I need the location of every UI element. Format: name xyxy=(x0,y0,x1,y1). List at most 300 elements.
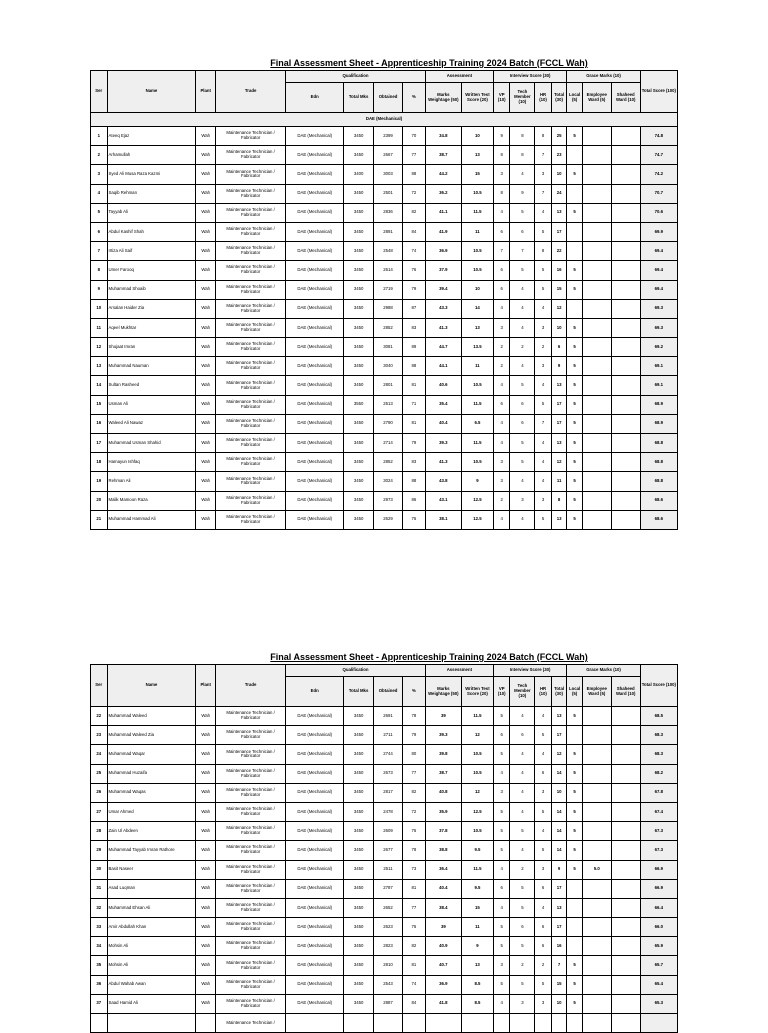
obtained-cell: 2652 xyxy=(374,898,403,917)
name-cell: Arhamullah xyxy=(107,146,196,165)
tech-cell: 7 xyxy=(510,242,535,261)
header-name: Name xyxy=(107,71,196,113)
plant-cell: Wah xyxy=(196,357,216,376)
employee-ward-cell xyxy=(582,261,611,280)
shaheed-ward-cell xyxy=(611,242,640,261)
interview-total-cell: 7 xyxy=(551,956,567,975)
employee-ward-cell xyxy=(582,203,611,222)
tech-cell: 8 xyxy=(510,146,535,165)
header-local: Local (5) xyxy=(567,83,582,113)
trade-cell: Maintenance Technician / Fabricator xyxy=(216,472,286,491)
local-cell xyxy=(567,879,582,898)
edn-cell: DAE (Mechanical) xyxy=(286,395,344,414)
tech-cell: 5 xyxy=(510,453,535,472)
ser-cell: 31 xyxy=(91,879,108,898)
table-body-1 xyxy=(91,113,678,530)
plant-cell: Wah xyxy=(196,841,216,860)
vp-cell: 8 xyxy=(493,184,510,203)
trade-cell: Maintenance Technician / Fabricator xyxy=(216,956,286,975)
employee-ward-cell xyxy=(582,764,611,783)
shaheed-ward-cell xyxy=(611,491,640,510)
obtained-cell: 2548 xyxy=(374,242,403,261)
interview-total-cell: 15 xyxy=(551,975,567,994)
ser-cell: 37 xyxy=(91,994,108,1013)
employee-ward-cell xyxy=(582,841,611,860)
total-score-cell: 66.9 xyxy=(640,879,677,898)
marks-weightage-cell: 40.6 xyxy=(425,376,461,395)
interview-total-cell: 13 xyxy=(551,434,567,453)
total-mks-cell: 3450 xyxy=(344,898,374,917)
total-mks-cell: 3450 xyxy=(344,994,374,1013)
local-cell: 5 xyxy=(567,975,582,994)
total-score-cell: 65.7 xyxy=(640,956,677,975)
employee-ward-cell xyxy=(582,357,611,376)
table-row xyxy=(91,918,678,937)
pct-cell: 78 xyxy=(403,841,426,860)
tech-cell: 4 xyxy=(510,802,535,821)
name-cell: Muhammad Nauman xyxy=(107,357,196,376)
interview-total-cell: 16 xyxy=(551,937,567,956)
vp-cell: 6 xyxy=(493,280,510,299)
local-cell: 5 xyxy=(567,280,582,299)
plant-cell: Wah xyxy=(196,318,216,337)
edn-cell: DAE (Mechanical) xyxy=(286,822,344,841)
hr-cell xyxy=(535,1014,552,1033)
total-score-cell: 68.9 xyxy=(640,414,677,433)
local-cell xyxy=(567,299,582,318)
name-cell: Mohsin Ali xyxy=(107,956,196,975)
header-qualification: Qualification xyxy=(286,71,425,83)
obtained-cell: 2711 xyxy=(374,726,403,745)
marks-weightage-cell: 38.7 xyxy=(425,146,461,165)
assessment-table xyxy=(90,70,678,530)
plant-cell: Wah xyxy=(196,898,216,917)
local-cell xyxy=(567,184,582,203)
pct-cell: 84 xyxy=(403,222,426,241)
hr-cell: 5 xyxy=(535,975,552,994)
local-cell: 5 xyxy=(567,860,582,879)
plant-cell: Wah xyxy=(196,165,216,184)
local-cell: 5 xyxy=(567,434,582,453)
marks-weightage-cell: 43.8 xyxy=(425,472,461,491)
total-mks-cell: 3450 xyxy=(344,975,374,994)
local-cell: 5 xyxy=(567,318,582,337)
pct-cell: 74 xyxy=(403,242,426,261)
edn-cell: DAE (Mechanical) xyxy=(286,956,344,975)
trade-cell: Maintenance Technician / Fabricator xyxy=(216,318,286,337)
edn-cell: DAE (Mechanical) xyxy=(286,937,344,956)
table-row xyxy=(91,745,678,764)
name-cell: Umer Farooq xyxy=(107,261,196,280)
hr-cell: 4 xyxy=(535,434,552,453)
vp-cell: 2 xyxy=(493,491,510,510)
interview-total-cell: 14 xyxy=(551,822,567,841)
obtained-cell: 2623 xyxy=(374,918,403,937)
name-cell: Tayyab Ali xyxy=(107,203,196,222)
interview-total-cell: 12 xyxy=(551,745,567,764)
trade-cell: Maintenance Technician / Fabricator xyxy=(216,860,286,879)
edn-cell: DAE (Mechanical) xyxy=(286,472,344,491)
local-cell: 5 xyxy=(567,414,582,433)
ser-cell: 18 xyxy=(91,453,108,472)
employee-ward-cell xyxy=(582,299,611,318)
edn-cell: DAE (Mechanical) xyxy=(286,165,344,184)
marks-weightage-cell: 38.8 xyxy=(425,841,461,860)
pct-cell: 83 xyxy=(403,453,426,472)
total-mks-cell: 3450 xyxy=(344,783,374,802)
marks-weightage-cell: 41.9 xyxy=(425,222,461,241)
vp-cell: 3 xyxy=(493,956,510,975)
header-vp: VP (10) xyxy=(493,677,510,707)
edn-cell: DAE (Mechanical) xyxy=(286,242,344,261)
local-cell xyxy=(567,146,582,165)
shaheed-ward-cell xyxy=(611,280,640,299)
edn-cell: DAE (Mechanical) xyxy=(286,184,344,203)
obtained-cell: 2790 xyxy=(374,414,403,433)
vp-cell: 3 xyxy=(493,472,510,491)
total-score-cell: 67.3 xyxy=(640,822,677,841)
trade-cell: Maintenance Technician / Fabricator xyxy=(216,707,286,726)
edn-cell: DAE (Mechanical) xyxy=(286,318,344,337)
obtained-cell: 2787 xyxy=(374,879,403,898)
marks-weightage-cell: 35.9 xyxy=(425,802,461,821)
header-edn: Edn xyxy=(286,677,344,707)
name-cell: Muhammad Ehsan Ali xyxy=(107,898,196,917)
hr-cell: 2 xyxy=(535,956,552,975)
edn-cell: DAE (Mechanical) xyxy=(286,280,344,299)
header-total-score: Total Score (100) xyxy=(640,665,677,707)
hr-cell: 2 xyxy=(535,338,552,357)
name-cell: Arsalan Haider Zia xyxy=(107,299,196,318)
tech-cell: 4 xyxy=(510,472,535,491)
vp-cell: 6 xyxy=(493,261,510,280)
total-score-cell xyxy=(640,1014,677,1033)
marks-weightage-cell: 39.4 xyxy=(425,280,461,299)
table-row xyxy=(91,726,678,745)
name-cell: Muhammad Waleed xyxy=(107,707,196,726)
marks-weightage-cell: 43.1 xyxy=(425,491,461,510)
vp-cell: 5 xyxy=(493,841,510,860)
tech-cell: 6 xyxy=(510,222,535,241)
employee-ward-cell xyxy=(582,726,611,745)
trade-cell: Maintenance Technician / Fabricator xyxy=(216,338,286,357)
interview-total-cell: 11 xyxy=(551,472,567,491)
written-score-cell: 11.5 xyxy=(461,707,493,726)
interview-total-cell: 17 xyxy=(551,879,567,898)
shaheed-ward-cell xyxy=(611,203,640,222)
table-row xyxy=(91,975,678,994)
trade-cell: Maintenance Technician / xyxy=(216,1014,286,1033)
header-interview: Interview Score (30) xyxy=(493,71,566,83)
table-row xyxy=(91,357,678,376)
local-cell: 5 xyxy=(567,127,582,146)
table-row xyxy=(91,280,678,299)
employee-ward-cell xyxy=(582,338,611,357)
local-cell: 5 xyxy=(567,376,582,395)
total-score-cell: 67.4 xyxy=(640,802,677,821)
total-mks-cell: 3450 xyxy=(344,472,374,491)
written-score-cell: 14 xyxy=(461,299,493,318)
written-score-cell: 9 xyxy=(461,937,493,956)
employee-ward-cell xyxy=(582,242,611,261)
pct-cell: 83 xyxy=(403,318,426,337)
vp-cell: 5 xyxy=(493,975,510,994)
trade-cell: Maintenance Technician / Fabricator xyxy=(216,376,286,395)
interview-total-cell: 12 xyxy=(551,299,567,318)
pct-cell: 88 xyxy=(403,472,426,491)
local-cell: 5 xyxy=(567,764,582,783)
table-row xyxy=(91,299,678,318)
name-cell: Irtiza Ali Saif xyxy=(107,242,196,261)
tech-cell: 6 xyxy=(510,918,535,937)
trade-cell: Maintenance Technician / Fabricator xyxy=(216,510,286,529)
header-pct: % xyxy=(403,677,426,707)
trade-cell: Maintenance Technician / Fabricator xyxy=(216,898,286,917)
hr-cell: 4 xyxy=(535,898,552,917)
tech-cell: 5 xyxy=(510,898,535,917)
total-score-cell: 67.3 xyxy=(640,841,677,860)
employee-ward-cell xyxy=(582,937,611,956)
obtained-cell: 2513 xyxy=(374,395,403,414)
header-marks-weightage: Marks Weightage (50) xyxy=(425,677,461,707)
marks-weightage-cell: 41.3 xyxy=(425,318,461,337)
ser-cell: 12 xyxy=(91,338,108,357)
table-row xyxy=(91,184,678,203)
name-cell: Mohsin Ali xyxy=(107,937,196,956)
hr-cell: 7 xyxy=(535,146,552,165)
obtained-cell: 2823 xyxy=(374,937,403,956)
marks-weightage-cell: 40.7 xyxy=(425,956,461,975)
trade-cell: Maintenance Technician / Fabricator xyxy=(216,491,286,510)
employee-ward-cell xyxy=(582,956,611,975)
ser-cell: 1 xyxy=(91,127,108,146)
written-score-cell: 10 xyxy=(461,127,493,146)
hr-cell: 5 xyxy=(535,261,552,280)
table-row xyxy=(91,242,678,261)
hr-cell: 5 xyxy=(535,841,552,860)
tech-cell: 4 xyxy=(510,745,535,764)
marks-weightage-cell: 44.1 xyxy=(425,357,461,376)
interview-total-cell: 10 xyxy=(551,783,567,802)
total-mks-cell: 3450 xyxy=(344,261,374,280)
plant-cell: Wah xyxy=(196,338,216,357)
tech-cell: 3 xyxy=(510,491,535,510)
plant-cell: Wah xyxy=(196,376,216,395)
header-total-mks: Total Mks xyxy=(344,83,374,113)
plant-cell: Wah xyxy=(196,261,216,280)
interview-total-cell: 10 xyxy=(551,318,567,337)
ser-cell: 26 xyxy=(91,783,108,802)
marks-weightage-cell: 37.8 xyxy=(425,822,461,841)
hr-cell: 4 xyxy=(535,376,552,395)
shaheed-ward-cell xyxy=(611,764,640,783)
hr-cell: 5 xyxy=(535,726,552,745)
header-local: Local (5) xyxy=(567,677,582,707)
edn-cell: DAE (Mechanical) xyxy=(286,222,344,241)
pct-cell: 73 xyxy=(403,860,426,879)
total-mks-cell: 3450 xyxy=(344,491,374,510)
vp-cell: 3 xyxy=(493,783,510,802)
total-score-cell: 66.9 xyxy=(640,860,677,879)
edn-cell: DAE (Mechanical) xyxy=(286,764,344,783)
pct-cell: 82 xyxy=(403,937,426,956)
plant-cell: Wah xyxy=(196,975,216,994)
name-cell: Umar Ahmed xyxy=(107,802,196,821)
shaheed-ward-cell xyxy=(611,898,640,917)
edn-cell: DAE (Mechanical) xyxy=(286,453,344,472)
written-score-cell: 10.5 xyxy=(461,822,493,841)
header-written: Written Test Score (20) xyxy=(461,83,493,113)
written-score-cell: 12.5 xyxy=(461,491,493,510)
obtained-cell: 2852 xyxy=(374,318,403,337)
edn-cell: DAE (Mechanical) xyxy=(286,860,344,879)
tech-cell: 5 xyxy=(510,203,535,222)
written-score-cell: 6.5 xyxy=(461,414,493,433)
ser-cell: 2 xyxy=(91,146,108,165)
vp-cell: 7 xyxy=(493,242,510,261)
shaheed-ward-cell xyxy=(611,395,640,414)
table-row xyxy=(91,802,678,821)
employee-ward-cell xyxy=(582,510,611,529)
employee-ward-cell xyxy=(582,783,611,802)
vp-cell: 9 xyxy=(493,127,510,146)
vp-cell xyxy=(493,1014,510,1033)
local-cell: 5 xyxy=(567,261,582,280)
table-row xyxy=(91,956,678,975)
name-cell: Basit Naseer xyxy=(107,860,196,879)
local-cell xyxy=(567,726,582,745)
ser-cell: 10 xyxy=(91,299,108,318)
plant-cell: Wah xyxy=(196,802,216,821)
shaheed-ward-cell xyxy=(611,879,640,898)
local-cell xyxy=(567,222,582,241)
local-cell: 5 xyxy=(567,491,582,510)
employee-ward-cell xyxy=(582,318,611,337)
hr-cell: 4 xyxy=(535,453,552,472)
written-score-cell: 9.5 xyxy=(461,841,493,860)
ser-cell: 25 xyxy=(91,764,108,783)
marks-weightage-cell: 35.4 xyxy=(425,395,461,414)
total-score-cell: 69.3 xyxy=(640,299,677,318)
total-score-cell: 68.8 xyxy=(640,434,677,453)
interview-total-cell: 17 xyxy=(551,726,567,745)
interview-total-cell: 17 xyxy=(551,414,567,433)
total-score-cell: 68.2 xyxy=(640,764,677,783)
trade-cell: Maintenance Technician / Fabricator xyxy=(216,726,286,745)
tech-cell: 5 xyxy=(510,822,535,841)
employee-ward-cell xyxy=(582,918,611,937)
name-cell: Malik Mamoon Raza xyxy=(107,491,196,510)
header-hr: HR (10) xyxy=(535,83,552,113)
table-row xyxy=(91,203,678,222)
edn-cell: DAE (Mechanical) xyxy=(286,726,344,745)
obtained-cell: 2673 xyxy=(374,764,403,783)
interview-total-cell: 12 xyxy=(551,453,567,472)
interview-total-cell: 15 xyxy=(551,280,567,299)
marks-weightage-cell: 38.4 xyxy=(425,898,461,917)
total-score-cell: 68.3 xyxy=(640,745,677,764)
local-cell: 5 xyxy=(567,707,582,726)
pct-cell: 72 xyxy=(403,184,426,203)
marks-weightage-cell: 39.8 xyxy=(425,745,461,764)
local-cell xyxy=(567,898,582,917)
local-cell: 5 xyxy=(567,841,582,860)
pct-cell: 79 xyxy=(403,434,426,453)
trade-cell: Maintenance Technician / Fabricator xyxy=(216,414,286,433)
name-cell: Aqeel Mukhtar xyxy=(107,318,196,337)
marks-weightage-cell: 36.9 xyxy=(425,975,461,994)
tech-cell: 4 xyxy=(510,299,535,318)
marks-weightage-cell: 40.9 xyxy=(425,937,461,956)
interview-total-cell: 10 xyxy=(551,994,567,1013)
ser-cell: 15 xyxy=(91,395,108,414)
local-cell xyxy=(567,918,582,937)
shaheed-ward-cell xyxy=(611,127,640,146)
written-score-cell: 10.5 xyxy=(461,453,493,472)
ser-cell: 24 xyxy=(91,745,108,764)
total-mks-cell: 3450 xyxy=(344,726,374,745)
obtained-cell: 3081 xyxy=(374,338,403,357)
plant-cell: Wah xyxy=(196,822,216,841)
shaheed-ward-cell xyxy=(611,510,640,529)
total-score-cell: 69.9 xyxy=(640,222,677,241)
tech-cell: 4 xyxy=(510,764,535,783)
edn-cell: DAE (Mechanical) xyxy=(286,510,344,529)
table-row xyxy=(91,472,678,491)
employee-ward-cell xyxy=(582,184,611,203)
obtained-cell: 2801 xyxy=(374,376,403,395)
employee-ward-cell xyxy=(582,165,611,184)
table-row xyxy=(91,376,678,395)
pct-cell: 81 xyxy=(403,376,426,395)
pct-cell: 79 xyxy=(403,726,426,745)
ser-cell: 35 xyxy=(91,956,108,975)
vp-cell: 3 xyxy=(493,165,510,184)
vp-cell: 4 xyxy=(493,898,510,917)
header-total-mks: Total Mks xyxy=(344,677,374,707)
total-score-cell: 68.6 xyxy=(640,491,677,510)
total-mks-cell: 3450 xyxy=(344,203,374,222)
marks-weightage-cell: 41.1 xyxy=(425,203,461,222)
hr-cell: 6 xyxy=(535,937,552,956)
shaheed-ward-cell xyxy=(611,338,640,357)
table-row xyxy=(91,434,678,453)
plant-cell: Wah xyxy=(196,860,216,879)
written-score-cell: 8.5 xyxy=(461,994,493,1013)
ser-cell: 27 xyxy=(91,802,108,821)
name-cell: Usman Ali xyxy=(107,395,196,414)
total-score-cell: 68.8 xyxy=(640,472,677,491)
tech-cell xyxy=(510,1014,535,1033)
total-mks-cell: 3450 xyxy=(344,879,374,898)
interview-total-cell: 8 xyxy=(551,491,567,510)
shaheed-ward-cell xyxy=(611,299,640,318)
vp-cell: 6 xyxy=(493,879,510,898)
obtained-cell: 2891 xyxy=(374,222,403,241)
ser-cell: 28 xyxy=(91,822,108,841)
obtained-cell: 2714 xyxy=(374,434,403,453)
pct-cell xyxy=(403,1014,426,1033)
table-row xyxy=(91,764,678,783)
employee-ward-cell: 5.0 xyxy=(582,860,611,879)
shaheed-ward-cell xyxy=(611,745,640,764)
ser-cell: 33 xyxy=(91,918,108,937)
total-mks-cell: 3450 xyxy=(344,184,374,203)
trade-cell: Maintenance Technician / Fabricator xyxy=(216,357,286,376)
total-mks-cell: 3450 xyxy=(344,707,374,726)
employee-ward-cell xyxy=(582,879,611,898)
hr-cell: 5 xyxy=(535,222,552,241)
